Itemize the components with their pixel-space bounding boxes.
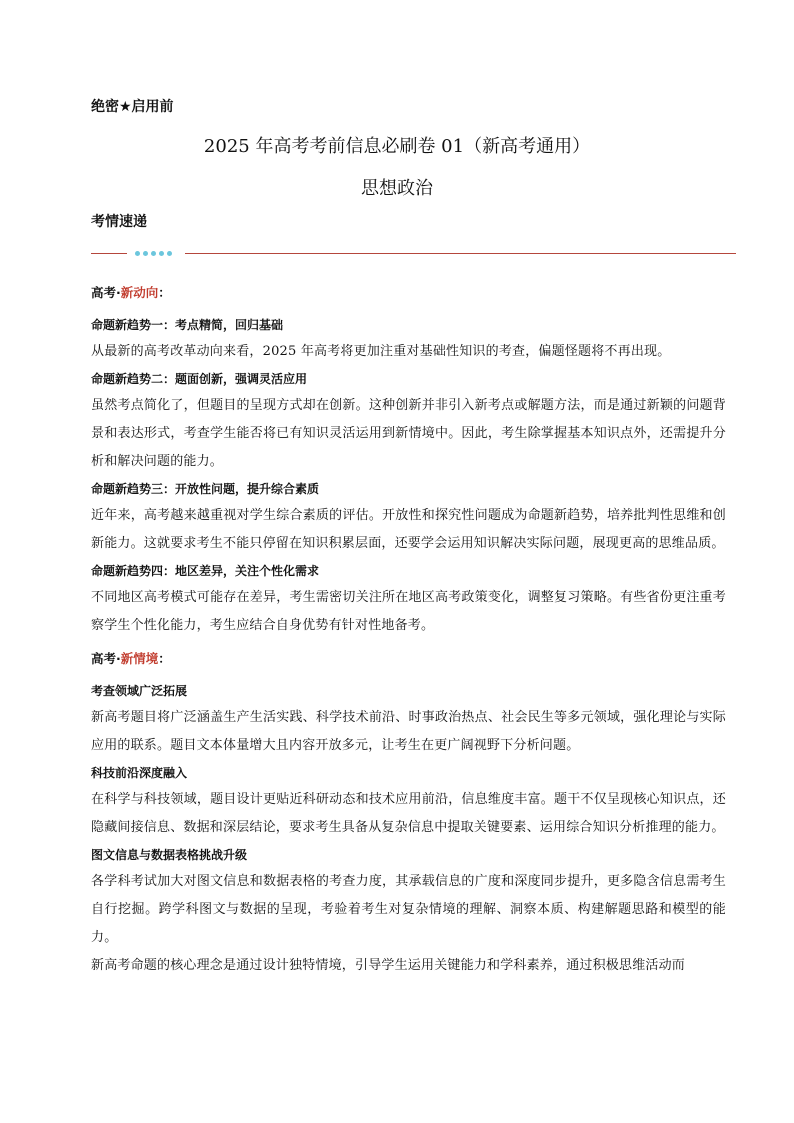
context-text: 新高考题目将广泛涵盖生产生活实践、科学技术前沿、时事政治热点、社会民生等多元领域，强化理论与实际应用的联系。题目文本体量增大且内容开放多元，让考生在更广阔视野下分析问题。 (91, 710, 726, 753)
part2-label (91, 646, 726, 672)
subject-title: 思想政治 (361, 178, 433, 199)
trend-heading: 命题新趋势二：题面创新，强调灵活应用 (91, 372, 308, 386)
divider-dots (135, 248, 172, 260)
secret-mark: 绝密★启用前 (91, 99, 174, 115)
part2-suffix: ： (158, 651, 171, 666)
section-title: 考情速递 (91, 214, 147, 230)
divider-dot-icon (143, 251, 148, 256)
divider-right-line (185, 253, 736, 254)
trend-heading: 命题新趋势四：地区差异，关注个性化需求 (91, 564, 320, 578)
divider-dot-icon (151, 251, 156, 256)
divider-dot-icon (159, 251, 164, 256)
trend-heading: 命题新趋势三：开放性问题，提升综合素质 (91, 482, 320, 496)
trend-text: 虽然考点简化了，但题目的呈现方式却在创新。这种创新并非引入新考点或解题方法，而是通过新颖的问题背景和表达形式，考查学生能否将已有知识灵活运用到新情境中。因此，考生除掌握基本知识点外，还需提升分析和解决问题的能力。 (91, 398, 726, 469)
content-body (91, 280, 726, 980)
trend-heading: 命题新趋势一：考点精简，回归基础 (91, 318, 284, 332)
divider-dot-icon (167, 251, 172, 256)
part1-label (91, 280, 726, 306)
part1-suffix: ： (158, 285, 171, 300)
divider-left-line (91, 253, 127, 254)
part2-prefix: 高考· (91, 651, 121, 666)
part1-highlight: 新动向 (120, 285, 159, 300)
part1-prefix: 高考· (91, 285, 121, 300)
divider-dot-icon (135, 251, 140, 256)
trend-text: 从最新的高考改革动向来看，2025 年高考将更加注重对基础性知识的考查，偏题怪题将不再出现。 (91, 344, 671, 359)
context-text: 各学科考试加大对图文信息和数据表格的考查力度，其承载信息的广度和深度同步提升，更多隐含信息需考生自行挖掘。跨学科图文与数据的呈现，考验着考生对复杂情境的理解、洞察本质、构建解题思路和模型的能力。 (91, 874, 726, 945)
part2-highlight: 新情境 (120, 651, 159, 666)
trend-text: 不同地区高考模式可能存在差异，考生需密切关注所在地区高考政策变化，调整复习策略。有些省份更注重考察学生个性化能力，考生应结合自身优势有针对性地备考。 (91, 590, 726, 633)
trend-text: 近年来，高考越来越重视对学生综合素质的评估。开放性和探究性问题成为命题新趋势，培养批判性思维和创新能力。这就要求考生不能只停留在知识积累层面，还要学会运用知识解决实际问题，展现更高的思维品质。 (91, 508, 726, 551)
exam-title: 2025 年高考考前信息必刷卷 01（新高考通用） (203, 136, 591, 157)
context-text: 在科学与科技领域，题目设计更贴近科研动态和技术应用前沿，信息维度丰富。题干不仅呈现核心知识点，还隐藏间接信息、数据和深层结论，要求考生具备从复杂信息中提取关键要素、运用综合知识分析推理的能力。 (91, 792, 726, 835)
decorative-divider (91, 247, 736, 261)
closing-text: 新高考命题的核心理念是通过设计独特情境，引导学生运用关键能力和学科素养，通过积极思维活动而 (91, 958, 686, 973)
context-heading: 考查领域广泛拓展 (91, 684, 188, 698)
context-heading: 科技前沿深度融入 (91, 766, 188, 780)
context-heading: 图文信息与数据表格挑战升级 (91, 848, 248, 862)
